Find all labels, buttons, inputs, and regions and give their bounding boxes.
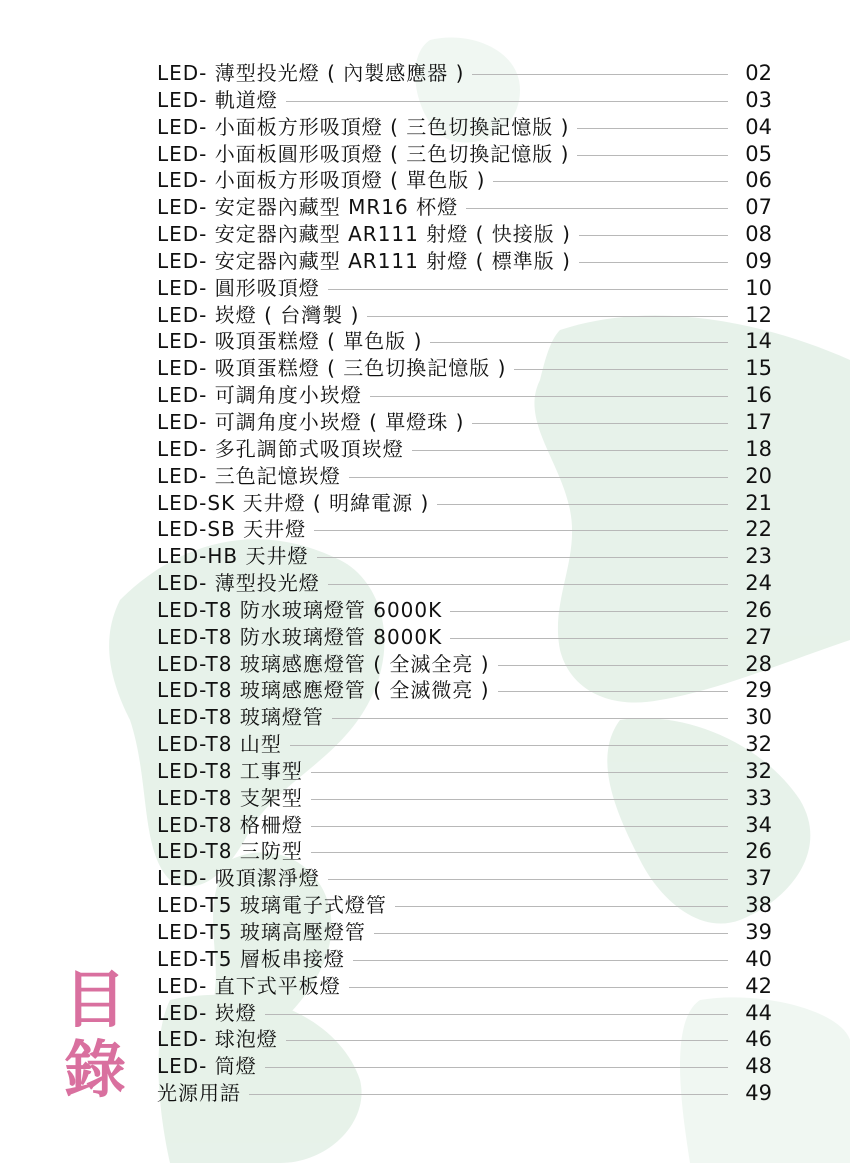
toc-entry-title: LED- 軌道燈: [157, 87, 278, 112]
toc-entry-title: LED- 可調角度小崁燈 ( 單燈珠 ): [157, 409, 465, 434]
toc-entry[interactable]: [157, 865, 772, 892]
toc-entry[interactable]: [157, 919, 772, 946]
toc-entry-page: 07: [745, 195, 772, 220]
toc-entry[interactable]: [157, 677, 772, 704]
toc-entry-page: 09: [745, 248, 772, 273]
toc-entry[interactable]: [157, 1080, 772, 1107]
toc-entry-title: LED-SK 天井燈 ( 明緯電源 ): [157, 490, 430, 515]
toc-entry-title: LED-T8 防水玻璃燈管 8000K: [157, 624, 443, 649]
toc-entry-page: 49: [745, 1081, 772, 1106]
toc-entry-page: 30: [745, 705, 772, 730]
toc-entry-title: LED- 小面板圓形吸頂燈 ( 三色切換記憶版 ): [157, 141, 570, 166]
leader-line: [367, 316, 728, 317]
toc-entry-page: 32: [745, 732, 772, 757]
toc-entry[interactable]: [157, 1053, 772, 1080]
toc-entry-title: LED- 筒燈: [157, 1054, 257, 1079]
toc-entry-page: 39: [745, 920, 772, 944]
toc-entry-page: 12: [745, 302, 772, 327]
toc-entry-title: LED- 吸頂潔淨燈: [157, 866, 320, 891]
leader-line: [493, 181, 728, 182]
toc-entry-title: LED- 崁燈 ( 台灣製 ): [157, 302, 360, 327]
toc-entry-page: 03: [745, 87, 772, 112]
toc-entry[interactable]: [157, 624, 772, 651]
leader-line: [311, 772, 728, 773]
toc-entry-page: 28: [745, 651, 772, 676]
toc-entry-page: 18: [745, 436, 772, 461]
toc-entry[interactable]: [157, 812, 772, 839]
toc-entry[interactable]: [157, 248, 772, 275]
toc-entry[interactable]: [157, 87, 772, 114]
toc-entry[interactable]: [157, 221, 772, 248]
toc-entry-page: 42: [745, 973, 772, 998]
toc-entry[interactable]: [157, 141, 772, 168]
toc-entry-page: 20: [745, 463, 772, 488]
leader-line: [286, 101, 728, 102]
leader-line: [311, 826, 728, 827]
toc-entry[interactable]: [157, 785, 772, 812]
leader-line: [314, 530, 728, 531]
toc-entry[interactable]: [157, 597, 772, 624]
toc-entry[interactable]: [157, 60, 772, 87]
toc-entry-title: LED- 吸頂蛋糕燈 ( 三色切換記憶版 ): [157, 356, 507, 381]
leader-line: [328, 289, 728, 290]
leader-line: [311, 799, 728, 800]
toc-entry[interactable]: [157, 516, 772, 543]
toc-entry-page: 44: [745, 1000, 772, 1025]
leader-line: [374, 933, 728, 934]
toc-entry-page: 26: [745, 839, 772, 864]
leader-line: [349, 477, 728, 478]
toc-entry-title: LED- 圓形吸頂燈: [157, 275, 320, 300]
toc-entry-page: 24: [745, 571, 772, 596]
toc-entry-title: LED-T8 格柵燈: [157, 812, 303, 837]
leader-line: [286, 1040, 728, 1041]
leader-line: [370, 396, 728, 397]
heading-char-1: 目: [63, 963, 126, 1036]
toc-entry-title: LED-T8 玻璃燈管: [157, 705, 324, 730]
toc-entry-page: 08: [745, 222, 772, 247]
toc-entry-title: LED-T8 三防型: [157, 839, 303, 864]
leader-line: [265, 1067, 728, 1068]
toc-entry[interactable]: [157, 436, 772, 463]
leader-line: [450, 611, 728, 612]
toc-entry-page: 34: [745, 812, 772, 837]
leader-line: [450, 638, 728, 639]
toc-entry-page: 37: [745, 866, 772, 891]
toc-entry-page: 21: [745, 490, 772, 515]
toc-entry[interactable]: [157, 463, 772, 490]
toc-entry[interactable]: [157, 302, 772, 329]
toc-entry-title: LED- 球泡燈: [157, 1027, 278, 1052]
toc-entry[interactable]: [157, 1000, 772, 1027]
leader-line: [328, 879, 728, 880]
leader-line: [466, 208, 728, 209]
toc-entry[interactable]: [157, 194, 772, 221]
toc-entry-title: LED-T8 山型: [157, 732, 282, 757]
leader-line: [498, 665, 728, 666]
toc-entry[interactable]: [157, 570, 772, 597]
toc-entry-title: LED-SB 天井燈: [157, 517, 307, 542]
toc-entry-title: LED- 薄型投光燈 ( 內製感應器 ): [157, 61, 465, 85]
toc-entry-page: 06: [745, 168, 772, 193]
toc-entry[interactable]: [157, 731, 772, 758]
toc-entry[interactable]: [157, 651, 772, 678]
toc-entry-page: 27: [745, 624, 772, 649]
toc-entry-title: LED- 安定器內藏型 AR111 射燈 ( 標準版 ): [157, 248, 571, 273]
toc-entry-page: 02: [745, 61, 772, 85]
leader-line: [498, 691, 728, 692]
toc-entry[interactable]: [157, 409, 772, 436]
toc-entry[interactable]: [157, 543, 772, 570]
table-of-contents-heading: [60, 965, 130, 1105]
toc-entry-title: LED- 安定器內藏型 MR16 杯燈: [157, 195, 459, 220]
toc-entry[interactable]: [157, 973, 772, 1000]
toc-entry-page: 29: [745, 678, 772, 703]
toc-entry-title: LED-T5 玻璃高壓燈管: [157, 920, 366, 944]
toc-entry-title: LED- 直下式平板燈: [157, 973, 341, 998]
leader-line: [328, 584, 728, 585]
leader-line: [472, 74, 728, 75]
leader-line: [472, 423, 728, 424]
toc-entry-page: 14: [745, 329, 772, 354]
toc-entry-title: LED- 吸頂蛋糕燈 ( 單色版 ): [157, 329, 423, 354]
toc-list: [157, 60, 772, 1107]
toc-entry-page: 26: [745, 597, 772, 622]
leader-line: [437, 504, 728, 505]
toc-entry-title: LED- 三色記憶崁燈: [157, 463, 341, 488]
toc-entry-title: LED- 多孔調節式吸頂崁燈: [157, 436, 404, 461]
toc-entry[interactable]: [157, 490, 772, 517]
toc-entry-title: LED-T5 玻璃電子式燈管: [157, 893, 387, 918]
toc-entry[interactable]: [157, 355, 772, 382]
toc-entry-page: 33: [745, 785, 772, 810]
toc-entry-title: LED-HB 天井燈: [157, 544, 309, 569]
toc-entry[interactable]: [157, 946, 772, 973]
toc-entry-page: 46: [745, 1027, 772, 1052]
toc-entry-title: LED- 崁燈: [157, 1000, 257, 1025]
toc-entry[interactable]: [157, 1026, 772, 1053]
toc-entry-title: LED-T8 玻璃感應燈管 ( 全滅微亮 ): [157, 678, 490, 703]
toc-entry-title: LED-T8 支架型: [157, 785, 303, 810]
toc-entry-title: LED-T8 玻璃感應燈管 ( 全滅全亮 ): [157, 651, 490, 676]
toc-entry[interactable]: [157, 167, 772, 194]
leader-line: [332, 718, 728, 719]
toc-entry-title: LED- 小面板方形吸頂燈 ( 三色切換記憶版 ): [157, 114, 570, 139]
toc-entry-page: 10: [745, 275, 772, 300]
toc-entry-page: 22: [745, 517, 772, 542]
leader-line: [514, 369, 728, 370]
leader-line: [430, 342, 728, 343]
toc-entry-title: LED- 可調角度小崁燈: [157, 383, 362, 408]
leader-line: [290, 745, 728, 746]
toc-entry-page: 40: [745, 946, 772, 971]
toc-entry-page: 15: [745, 356, 772, 381]
toc-entry-page: 32: [745, 758, 772, 783]
toc-entry-page: 04: [745, 114, 772, 139]
leader-line: [353, 960, 728, 961]
toc-entry-page: 23: [745, 544, 772, 569]
toc-entry[interactable]: [157, 892, 772, 919]
heading-char-2: 錄: [63, 1033, 126, 1106]
toc-entry[interactable]: [157, 704, 772, 731]
toc-entry[interactable]: [157, 328, 772, 355]
toc-entry-title: LED-T8 防水玻璃燈管 6000K: [157, 597, 443, 622]
leader-line: [579, 235, 728, 236]
toc-entry-title: 光源用語: [157, 1081, 241, 1106]
leader-line: [317, 557, 728, 558]
toc-entry-page: 16: [745, 383, 772, 408]
toc-entry[interactable]: [157, 114, 772, 141]
leader-line: [311, 852, 728, 853]
leader-line: [265, 1014, 728, 1015]
leader-line: [249, 1094, 728, 1095]
toc-entry-page: 17: [745, 409, 772, 434]
toc-entry-page: 38: [745, 893, 772, 918]
toc-entry-title: LED- 安定器內藏型 AR111 射燈 ( 快接版 ): [157, 222, 571, 247]
leader-line: [577, 128, 728, 129]
toc-entry[interactable]: [157, 838, 772, 865]
toc-entry[interactable]: [157, 275, 772, 302]
toc-entry[interactable]: [157, 382, 772, 409]
leader-line: [412, 450, 728, 451]
leader-line: [395, 906, 728, 907]
toc-entry-title: LED- 小面板方形吸頂燈 ( 單色版 ): [157, 168, 486, 193]
toc-entry-title: LED-T8 工事型: [157, 758, 303, 783]
leader-line: [349, 987, 728, 988]
toc-entry[interactable]: [157, 758, 772, 785]
leader-line: [577, 155, 728, 156]
toc-entry-title: LED- 薄型投光燈: [157, 571, 320, 596]
toc-entry-title: LED-T5 層板串接燈: [157, 946, 345, 971]
toc-entry-page: 48: [745, 1054, 772, 1079]
toc-entry-page: 05: [745, 141, 772, 166]
leader-line: [579, 262, 728, 263]
